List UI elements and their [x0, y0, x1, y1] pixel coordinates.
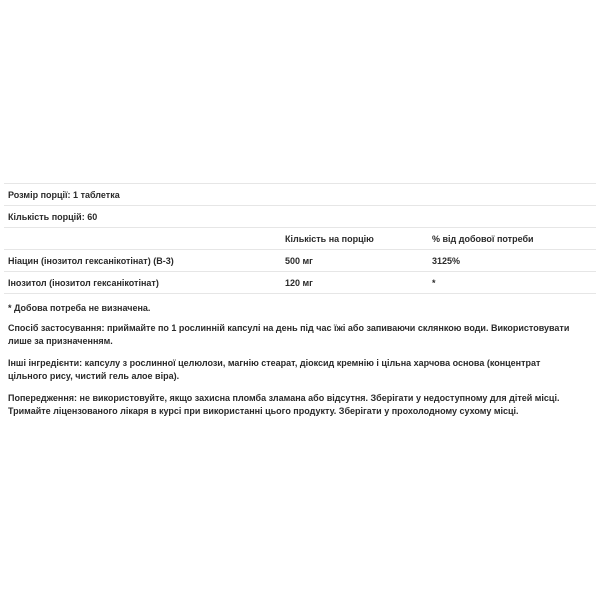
serving-size-row: [4, 183, 596, 205]
ingredient-name: Ніацин (інозитол гексанікотінат) (B-3): [8, 256, 174, 266]
servings-count: Кількість порцій: 60: [8, 212, 98, 222]
other-ingredients-line: Інші інгредієнти: капсулу з рослинної целюлози, магнію стеарат, діоксид кремнію і цільна харчова основа (концентрат: [8, 358, 541, 368]
supplement-facts-table: [4, 183, 596, 294]
table-row: [4, 271, 596, 294]
ingredient-amount: 500 мг: [285, 256, 313, 266]
header-daily-value: % від добової потреби: [432, 234, 534, 244]
header-amount: Кількість на порцію: [285, 234, 374, 244]
ingredient-amount: 120 мг: [285, 278, 313, 288]
usage-line: Спосіб застосування: приймайте по 1 рослинній капсулі на день під час їжі або запиваючи склянкою води. Використовувати: [8, 323, 570, 333]
table-row: [4, 249, 596, 271]
ingredient-daily-value: *: [432, 278, 436, 288]
other-ingredients-line: цільного рису, чистий гель алое віра).: [8, 371, 180, 381]
servings-row: [4, 205, 596, 227]
other-ingredients-paragraph: [8, 357, 540, 383]
serving-size: Розмір порції: 1 таблетка: [8, 190, 120, 200]
ingredient-name: Інозитол (інозитол гексанікотінат): [8, 278, 159, 288]
warning-paragraph: [8, 392, 559, 418]
ingredient-daily-value: 3125%: [432, 256, 461, 266]
warning-line: Тримайте ліцензованого лікаря в курсі при використанні цього продукту. Зберігати у прохолодному сухому місці.: [8, 406, 519, 416]
warning-line: Попередження: не використовуйте, якщо захисна пломба зламана або відсутня. Зберігати у недоступному для дітей місці.: [8, 393, 560, 403]
usage-line: лише за призначенням.: [8, 336, 113, 346]
footnote: * Добова потреба не визначена.: [8, 303, 151, 313]
table-header: [4, 227, 596, 249]
usage-paragraph: [8, 322, 569, 348]
